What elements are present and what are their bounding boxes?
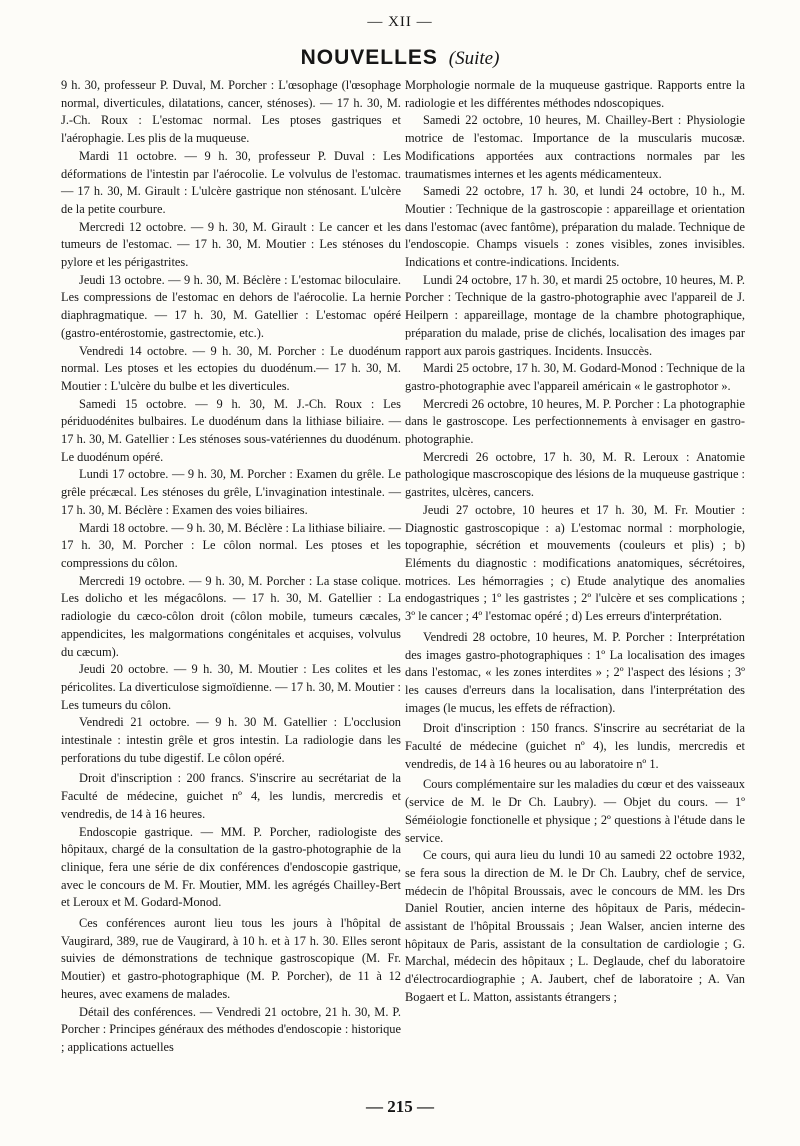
paragraph: Jeudi 13 octobre. — 9 h. 30, M. Béclère : L'estomac biloculaire. Les compressions de l'estomac en dehors de l'aérocolie. La hernie diaphragmatique. — 17 h. 30, M. Gatellier : L'estomac opéré (gastro-entérostomie, gastrectomie, etc.). bbox=[61, 272, 401, 340]
paragraph: Ce cours, qui aura lieu du lundi 10 au samedi 22 octobre 1932, se fera sous la direction de M. le Dr Ch. Laubry, chef de service, médecin de l'hôpital Broussais, avec le concours de MM. les Drs Daniel Routier, ancien interne des hôpitaux de Paris, médecin-assistant de l'hôpital Broussais ; Jean Walser, ancien interne des hôpitaux de Paris, assistant de la consultation de cardiologie ; G. Marchal, médecin des hôpitaux ; L. Deglaude, chef du laboratoire d'électrocardiographie ; A. Jaubert, chef de laboratoire ; A. Van Bogaert et L. Matton, assistants étrangers ; bbox=[405, 848, 745, 1004]
paragraph: Mercredi 26 octobre, 10 heures, M. P. Porcher : La photographie dans le gastroscope. Les perfectionnements à envisager en gastro-photographie. bbox=[405, 396, 745, 447]
paragraph: Lundi 24 octobre, 17 h. 30, et mardi 25 octobre, 10 heures, M. P. Porcher : Technique de la gastro-photographie avec l'appareil de J. Heilpern : appareillage, montage de la chambre photographique, préparation du malade, prise de clichés, localisation des images par rapport aux parois gastriques. Incidents. Insuccès. bbox=[405, 272, 745, 358]
paragraph: Jeudi 27 octobre, 10 heures et 17 h. 30, M. Fr. Moutier : Diagnostic gastroscopique : a) L'estomac normal : morphologie, topographie, sécrétion et mouvements (couleurs et plis) ; b) Eléments du diagnostic : modifications anatomiques, sécrétoires, motrices. Les hémorragies ; c) Etude analytique des anomalies endogastriques ; 1º les gastristes ; 2º l'ulcère et ses complications ; 3º le cancer ; 4º l'estomac opéré ; d) Les erreurs d'interprétation. bbox=[405, 502, 745, 624]
paragraph: Cours complémentaire sur les maladies du cœur et des vaisseaux (service de M. le Dr Ch. Laubry). — Objet du cours. — 1º Séméiologie fonctionelle et physique ; 2º questions à l'étude dans le service. bbox=[405, 777, 745, 845]
paragraph: Ces conférences auront lieu tous les jours à l'hôpital de Vaugirard, 389, rue de Vaugirard, à 10 h. et à 17 h. 30. Elles seront suivies de démonstrations de technique gastroscopique (M. Fr. Moutier) et gastro-photographique (M. P. Porcher), de 11 à 12 heures, avec examens de malades. bbox=[61, 916, 401, 1001]
paragraph: Vendredi 21 octobre. — 9 h. 30 M. Gatellier : L'occlusion intestinale : intestin grêle et gros intestin. La radiologie dans les perforations du tube digestif. Le côlon opéré. bbox=[61, 715, 401, 765]
paragraph: Samedi 22 octobre, 10 heures, M. Chailley-Bert : Physiologie motrice de l'estomac. Importance de la muscularis mucosæ. Modifications apportées aux contractions normales par les traumatismes internes et les agents médicamenteux. bbox=[405, 113, 745, 181]
left-column bbox=[61, 77, 401, 1057]
paragraph: Lundi 17 octobre. — 9 h. 30, M. Porcher : Examen du grêle. Le grêle précæcal. Les sténoses du grêle, L'invagination intestinale. — 17 h. 30, M. Béclère : Examen des voies biliaires. bbox=[61, 467, 401, 517]
paragraph: Samedi 15 octobre. — 9 h. 30, M. J.-Ch. Roux : Les périduodénites bulbaires. Le duodénum dans la lithiase biliaire. — 17 h. 30, M. Gatellier : Les sténoses sous-vatériennes du duodénum. Le duodénum opéré. bbox=[61, 396, 401, 464]
paragraph: Vendredi 14 octobre. — 9 h. 30, M. Porcher : Le duodénum normal. Les ptoses et les ectopies du duodénum.— 17 h. 30, M. Moutier : L'ulcère du bulbe et les diverticules. bbox=[61, 343, 401, 393]
section-heading bbox=[0, 46, 800, 70]
paragraph: Vendredi 28 octobre, 10 heures, M. P. Porcher : Interprétation des images gastro-photographiques : 1º La localisation des images dans l'estomac, « les zones interdites » ; 2º l'aspect des lésions ; 3º les causes d'erreurs dans la localisation, dans l'interprétation des images (le mucus, les effets de réfraction). bbox=[405, 629, 745, 715]
section-title: NOUVELLES bbox=[300, 46, 438, 69]
paragraph: 9 h. 30, professeur P. Duval, M. Porcher : L'œsophage (l'œsophage normal, diverticules, dilatations, cancer, sténoses). — 17 h. 30, M. J.-Ch. Roux : L'estomac normal. Les ptoses gastriques et l'aérophagie. Les plis de la muqueuse. bbox=[61, 78, 401, 146]
paragraph: Mercredi 19 octobre. — 9 h. 30, M. Porcher : La stase colique. Les dolicho et les mégacôlons. — 17 h. 30, M. Gatellier : La radiologie du cæco-côlon droit (côlon mobile, tumeurs cæcales, appendicites, les malgormations congénitales et acquises, volvulus du cæcum). bbox=[61, 573, 401, 659]
paragraph: Droit d'inscription : 200 francs. S'inscrire au secrétariat de la Faculté de médecine, guichet nº 4, les lundis, mercredis et vendredis, de 14 à 16 heures. bbox=[61, 771, 401, 821]
paragraph: Endoscopie gastrique. — MM. P. Porcher, radiologiste des hôpitaux, chargé de la consultation de la gastro-photographie de la clinique, fera une série de dix conférences d'endoscopie gastrique, avec le concours de M. Fr. Moutier, MM. les agrégés Chailley-Bert et Leroux et M. Godard-Monod. bbox=[61, 824, 401, 910]
paragraph: Droit d'inscription : 150 francs. S'inscrire au secrétariat de la Faculté de médecine (guichet nº 4), les lundis, mercredis et vendredis, de 14 à 16 heures ou au laboratoire nº 1. bbox=[405, 721, 745, 771]
paragraph: Mercredi 26 octobre, 17 h. 30, M. R. Leroux : Anatomie pathologique mascroscopique des lésions de la muqueuse gastrique : gastrites, ulcères, cancers. bbox=[405, 449, 745, 500]
paragraph: Mercredi 12 octobre. — 9 h. 30, M. Girault : Le cancer et les tumeurs de l'estomac. — 17 h. 30, M. Moutier : Les sténoses du pylore et les périgastrites. bbox=[61, 219, 401, 270]
page-number: — 215 — bbox=[366, 1097, 434, 1116]
right-column bbox=[405, 77, 745, 1007]
paragraph: Mardi 11 octobre. — 9 h. 30, professeur P. Duval : Les déformations de l'intestin par l'aérocolie. Le volvulus de l'estomac. — 17 h. 30, M. Girault : L'ulcère gastrique non sténosant. L'ulcère de la petite courbure. bbox=[61, 148, 401, 216]
paragraph: Détail des conférences. — Vendredi 21 octobre, 21 h. 30, M. P. Porcher : Principes généraux des méthodes d'endoscopie : historique ; applications actuelles bbox=[61, 1004, 401, 1054]
paragraph: Samedi 22 octobre, 17 h. 30, et lundi 24 octobre, 10 h., M. Moutier : Technique de la gastroscopie : appareillage et orientation dans l'estomac (avec fantôme), préparation du malade. Technique de l'endoscopie. Champs visuels : zones visibles, zones invisibles. Indications et contre-indications. Incidents. bbox=[405, 184, 745, 270]
section-title-suffix: (Suite) bbox=[448, 48, 500, 69]
paragraph: Mardi 25 octobre, 17 h. 30, M. Godard-Monod : Technique de la gastro-photographie avec l'appareil américain « le gastrophotor ». bbox=[405, 361, 745, 393]
roman-folio: — XII — bbox=[367, 14, 433, 30]
paragraph: Jeudi 20 octobre. — 9 h. 30, M. Moutier : Les colites et les péricolites. La diverticulose sigmoïdienne. — 17 h. 30, M. Moutier : Les tumeurs du côlon. bbox=[61, 662, 401, 712]
paragraph: Mardi 18 octobre. — 9 h. 30, M. Béclère : La lithiase biliaire. — 17 h. 30, M. Porcher : Le côlon normal. Les ptoses et les compressions du côlon. bbox=[61, 520, 401, 570]
paragraph: Morphologie normale de la muqueuse gastrique. Rapports entre la radiologie et les différentes méthodes ndoscopiques. bbox=[405, 78, 745, 110]
